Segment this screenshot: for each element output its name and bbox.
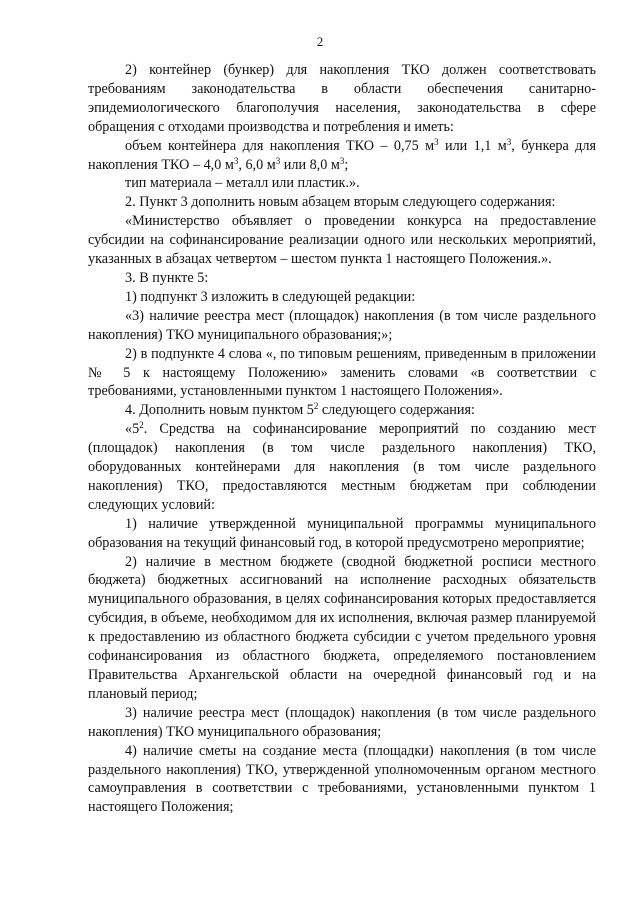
paragraph-subitem-4-replace: 2) в подпункте 4 слова «, по типовым решениям, приведенным в приложении № 5 к настоящему Положению» заменить словами «в соответствии с требованиями, установленными пунктом 1 настоящего Положения». [88,345,596,400]
paragraph-material-type: тип материала – металл или пластик.». [125,175,360,192]
paragraph-container-requirements: 2) контейнер (бункер) для накопления ТКО должен соответствовать требованиям законодательства в области обеспечения санитарно-эпидемиологического благополучия населения, законодательства в сфере обращения с отходами производства и потребления и иметь: [88,62,596,135]
paragraph-subitem-3-edit: 1) подпункт 3 изложить в следующей редакции: [125,288,416,305]
superscript: 3 [434,136,439,147]
paragraph-registry-quote: «3) наличие реестра мест (площадок) накопления (в том числе раздельного накопления) ТКО муниципального образования;»; [88,307,596,343]
paragraph-ministry-contest: «Министерство объявляет о проведении конкурса на предоставление субсидии на софинансирование реализации одного или нескольких мероприятий, указанных в абзацах четвертом – шестом пункта 1 настоящего Положения.». [88,213,596,268]
document-body [88,61,596,817]
superscript: 3 [233,155,239,166]
paragraph-condition-1-program: 1) наличие утвержденной муниципальной программы муниципального образования на текущий финансовый год, в которой предусмотрено мероприятие; [88,515,596,551]
superscript: 2 [139,420,144,431]
paragraph-item-3-heading: 3. В пункте 5: [125,269,209,286]
superscript: 3 [339,155,345,166]
paragraph-item-2-amendment: 2. Пункт 3 дополнить новым абзацем вторым следующего содержания: [125,194,556,211]
superscript: 3 [506,136,512,147]
paragraph-container-volume: объем контейнера для накопления ТКО – 0,75 $м^3$ или 1,1 $м^3$, бункера для накопления ТКО – 4,0 $м^3$, 6,0 $м^3$ или 8,0 $м^3$; [88,136,597,173]
paragraph-condition-3-registry: 3) наличие реестра мест (площадок) накопления (в том числе раздельного накопления) ТКО муниципального образования; [88,704,596,740]
page-number: 2 [316,34,324,49]
paragraph-point-5-2-funding: «$5^2$. Средства на софинансирование мероприятий по созданию мест (площадок) накопления (в том числе раздельного накопления) ТКО, оборудованных контейнерами для накопления (в том числе раздельного накопления) ТКО, предоставляются местным бюджетам при соблюдении следующих условий: [88,420,596,513]
paragraph-item-4-new-point: 4. Дополнить новым пунктом $5^2$ следующего содержания: [125,401,475,419]
superscript: 2 [313,401,319,412]
superscript: 3 [275,155,281,166]
paragraph-condition-4-estimate: 4) наличие сметы на создание места (площадки) накопления (в том числе раздельного накопления) ТКО, утвержденной уполномоченным органом местного самоуправления в соответствии с требованиями, установленными пунктом 1 настоящего Положения; [88,742,596,816]
paragraph-condition-2-budget: 2) наличие в местном бюджете (сводной бюджетной росписи местного бюджета) бюджетных ассигнований на исполнение расходных обязательств муниципального образования, в целях софинансирования которых предоставляется субсидия, в объеме, необходимом для их исполнения, включая размер планируемой к предоставлению из областного бюджета субсидии с учетом предельного уровня софинансирования из областного бюджета, определяемого постановлением Правительства Архангельской области на очередной финансовый год и на плановый период; [88,553,596,702]
